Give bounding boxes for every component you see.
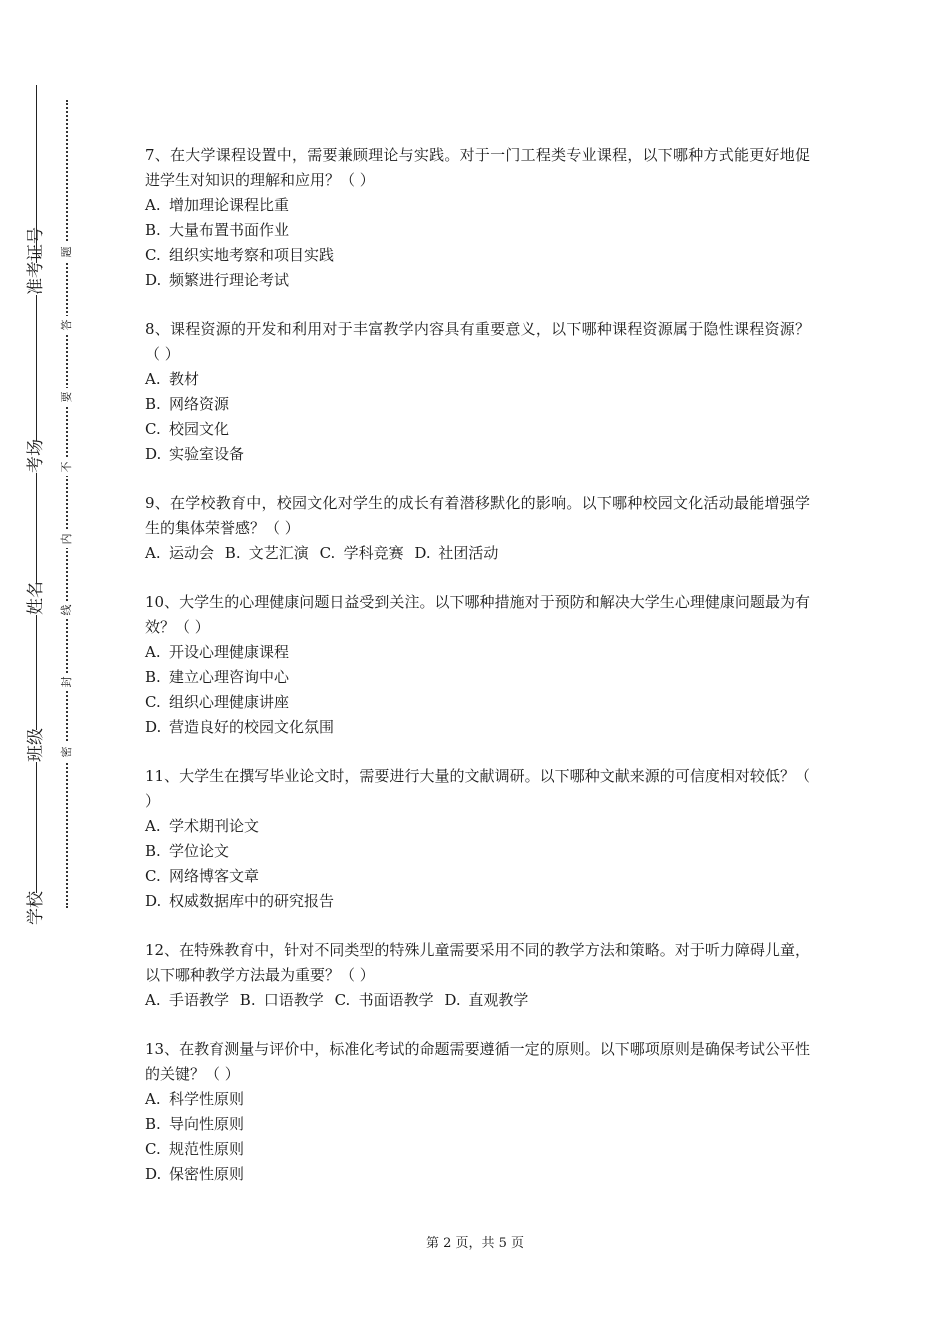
option-d: D. 保密性原则 — [145, 1165, 245, 1183]
question-stem: 10、大学生的心理健康问题日益受到关注。以下哪种措施对于预防和解决大学生心理健康问题最为有效？（ ） — [145, 593, 810, 636]
option-d: D. 营造良好的校园文化氛围 — [145, 718, 335, 736]
option-a: A. 学术期刊论文 — [145, 817, 260, 835]
option-b: B. 学位论文 — [145, 842, 230, 860]
option-a: A. 手语教学 — [145, 991, 230, 1009]
option-a: A. 增加理论课程比重 — [145, 196, 290, 214]
option-c: C. 规范性原则 — [145, 1140, 245, 1158]
option-a: A. 开设心理健康课程 — [145, 643, 290, 661]
inline-options — [145, 988, 810, 1013]
field-name-label: 姓名 — [26, 581, 46, 615]
option-c: C. 组织实地考察和项目实践 — [145, 246, 335, 264]
field-exam-id-label: 准考证号 — [26, 227, 46, 295]
question-stem: 13、在教育测量与评价中，标准化考试的命题需要遵循一定的原则。以下哪项原则是确保考试公平性的关键？（ ） — [145, 1040, 810, 1083]
option-b: B. 大量布置书面作业 — [145, 221, 290, 239]
option-a: A. 运动会 — [145, 544, 215, 562]
option-c: C. 学科竞赛 — [319, 544, 404, 562]
option-d: D. 实验室设备 — [145, 445, 245, 463]
binding-line-dotted — [66, 100, 68, 908]
field-school-label: 学校 — [26, 891, 46, 925]
question-stem: 11、大学生在撰写毕业论文时，需要进行大量的文献调研。以下哪种文献来源的可信度相对较低？（ ） — [145, 767, 810, 810]
seal-char: 不 — [60, 458, 74, 476]
seal-char: 答 — [60, 316, 74, 334]
option-d: D. 直观教学 — [444, 991, 529, 1009]
question-10 — [145, 590, 810, 740]
field-class-label: 班级 — [26, 728, 46, 762]
option-a: A. 科学性原则 — [145, 1090, 245, 1108]
question-9 — [145, 491, 810, 566]
question-7 — [145, 143, 810, 293]
option-b: B. 建立心理咨询中心 — [145, 668, 290, 686]
question-list — [145, 143, 810, 1211]
option-b: B. 文艺汇演 — [224, 544, 309, 562]
seal-char: 内 — [60, 530, 74, 548]
seal-char: 封 — [60, 673, 74, 691]
seal-char: 线 — [60, 601, 74, 619]
question-13 — [145, 1037, 810, 1187]
option-a: A. 教材 — [145, 370, 200, 388]
question-stem: 12、在特殊教育中，针对不同类型的特殊儿童需要采用不同的教学方法和策略。对于听力障碍儿童，以下哪种教学方法最为重要？（ ） — [145, 941, 810, 984]
option-d: D. 权威数据库中的研究报告 — [145, 892, 335, 910]
field-exam-room-label: 考场 — [26, 439, 46, 473]
question-stem: 8、课程资源的开发和利用对于丰富教学内容具有重要意义，以下哪种课程资源属于隐性课程资源？（ ） — [145, 320, 810, 363]
page-footer: 第 2 页，共 5 页 — [425, 1236, 525, 1251]
inline-options — [145, 541, 810, 566]
question-8 — [145, 317, 810, 467]
option-c: C. 网络博客文章 — [145, 867, 260, 885]
question-11 — [145, 764, 810, 914]
question-stem: 9、在学校教育中，校园文化对学生的成长有着潜移默化的影响。以下哪种校园文化活动最能增强学生的集体荣誉感？（ ） — [145, 494, 810, 537]
option-b: B. 网络资源 — [145, 395, 230, 413]
option-b: B. 导向性原则 — [145, 1115, 245, 1133]
option-c: C. 组织心理健康讲座 — [145, 693, 290, 711]
seal-char: 密 — [60, 743, 74, 761]
option-d: D. 社团活动 — [414, 544, 499, 562]
binding-line-solid — [36, 85, 37, 925]
option-d: D. 频繁进行理论考试 — [145, 271, 290, 289]
seal-char: 题 — [60, 243, 74, 261]
option-b: B. 口语教学 — [239, 991, 324, 1009]
question-12 — [145, 938, 810, 1013]
option-c: C. 校园文化 — [145, 420, 230, 438]
question-stem: 7、在大学课程设置中，需要兼顾理论与实践。对于一门工程类专业课程，以下哪种方式能更好地促进学生对知识的理解和应用？（ ） — [145, 146, 810, 189]
option-c: C. 书面语教学 — [334, 991, 434, 1009]
seal-char: 要 — [60, 388, 74, 406]
